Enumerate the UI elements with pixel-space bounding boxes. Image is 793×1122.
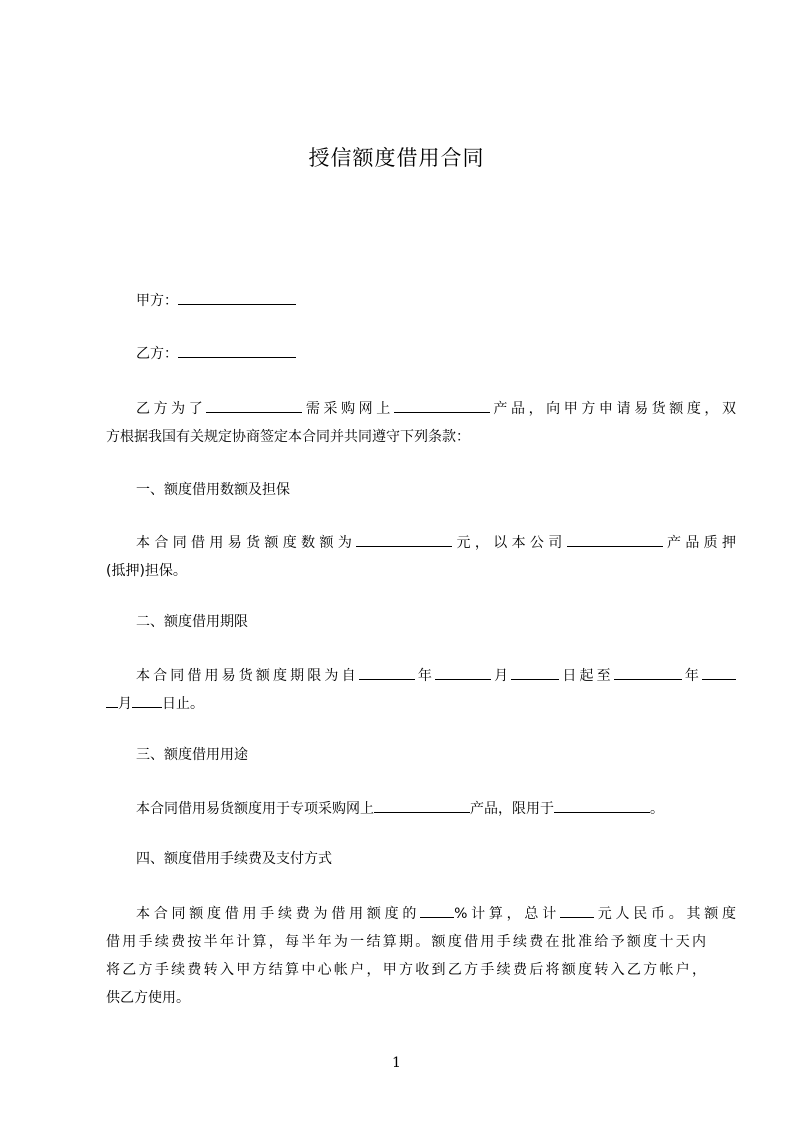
- start-year-blank: [359, 665, 415, 680]
- party-a-label: 甲方：: [136, 293, 178, 309]
- end-day-blank: [132, 693, 162, 708]
- section-4-line-1: 本合同额度借用手续费为借用额度的 %计算，总计 元人民币。其额度: [106, 900, 736, 928]
- fee-rate-blank: [420, 903, 454, 918]
- section-4-line-3: 将乙方手续费转入甲方结算中心帐户，甲方收到乙方手续费后将额度转入乙方帐户，: [106, 962, 706, 978]
- amount-blank: [356, 532, 452, 547]
- start-month-blank: [435, 665, 491, 680]
- section-1-heading: 一、额度借用数额及担保: [136, 482, 290, 498]
- intro-blank-2: [394, 398, 490, 413]
- fee-total-blank: [560, 903, 594, 918]
- start-day-blank: [511, 665, 559, 680]
- intro-blank-1: [206, 398, 302, 413]
- end-year-blank: [614, 665, 682, 680]
- section-1-line-2: (抵押)担保。: [106, 563, 187, 579]
- intro-line-1: 乙方为了 需采购网上 产品，向甲方申请易货额度，双: [106, 395, 736, 423]
- section-4-line-2: 借用手续费按半年计算，每半年为一结算期。额度借用手续费在批准给予额度十天内: [106, 934, 706, 950]
- end-month-blank-b: [106, 693, 118, 708]
- end-month-blank-a: [702, 665, 736, 680]
- section-3-heading: 三、额度借用用途: [136, 747, 248, 763]
- collateral-blank: [567, 532, 663, 547]
- party-b-blank: [178, 343, 296, 358]
- section-1-line-1: 本合同借用易货额度数额为 元，以本公司 产品质押: [106, 529, 736, 557]
- section-4-line-4: 供乙方使用。: [106, 990, 190, 1006]
- section-2-line-1: 本合同借用易货额度期限为自 年 月 日起至 年: [106, 662, 736, 690]
- page-number: 1: [392, 1055, 401, 1071]
- usage-blank: [554, 798, 650, 813]
- section-4-heading: 四、额度借用手续费及支付方式: [136, 851, 332, 867]
- intro-line-2: 方根据我国有关规定协商签定本合同并共同遵守下列条款：: [106, 429, 470, 445]
- document-title: 授信额度借用合同: [308, 146, 485, 170]
- party-a-line: [106, 287, 736, 315]
- product-blank: [374, 798, 470, 813]
- party-a-blank: [178, 290, 296, 305]
- section-2-heading: 二、额度借用期限: [136, 614, 248, 630]
- section-2-line-2: 月 日止。: [106, 690, 706, 718]
- party-b-label: 乙方：: [136, 346, 178, 362]
- party-b-line: [106, 340, 736, 368]
- section-3-line-1: 本合同借用易货额度用于专项采购网上 产品，限用于 。: [106, 795, 736, 823]
